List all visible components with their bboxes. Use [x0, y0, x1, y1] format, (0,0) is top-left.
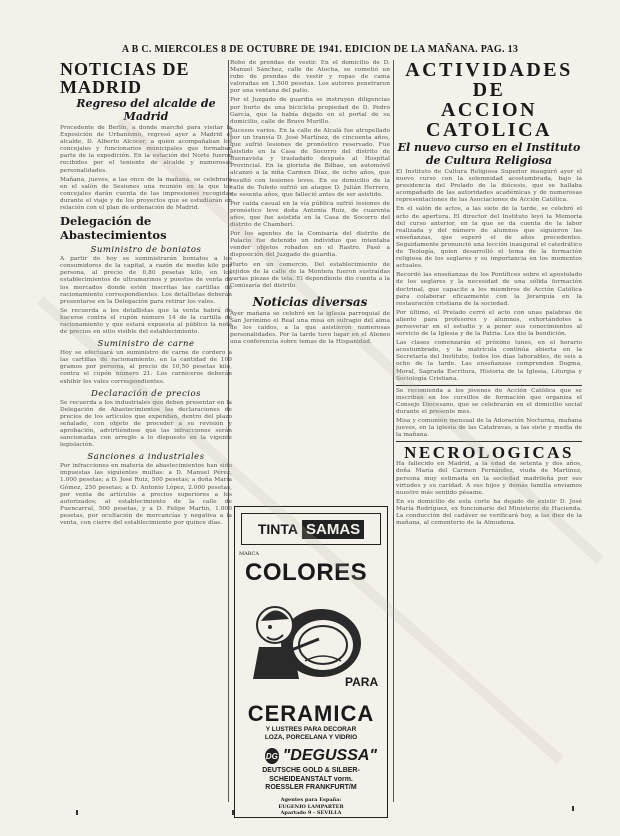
article-paragraph: Ayer mañana se celebró en la iglesia parroquial de San Jerónimo el Real una misa en sufragio del alma de los caídos, a la que asistieron numerosas personalidades. Por la tarde tuvo lugar en el Ateneo una conferencia sobre temas de la Hispanidad.: [230, 310, 390, 346]
article-paragraph: Por infracciones en materia de abastecimientos han sido impuestas las siguientes multas: a D. Manuel Pérez, 1.000 pesetas; a D. José Ruiz, 500 pesetas; a doña María Gómez, 250 pesetas; a D. Antonio López, 2.000 pesetas, por venta de artículos a precios superiores a los autorizados; al establecimiento de la calle de Fuencarral, 500 pesetas, y a D. Felipe Martín, 1.000 pesetas, por ocultación de mercancías y negativa a la venta, con cierre del establecimiento por quince días.: [60, 463, 232, 527]
section-title-accion-catolica: ACCION CATOLICA: [426, 99, 552, 141]
page-mark: [232, 810, 234, 815]
article-paragraph: Por caída casual en la vía pública sufrió lesiones de pronóstico leve doña Antonia Ruiz, de cuarenta años, que fue asistida en la Casa de Socorro del distrito de Chamberí.: [230, 200, 390, 229]
page-mark: [572, 806, 574, 811]
article-paragraph: Ha fallecido en Madrid, a la edad de setenta y dos años, doña María del Carmen Fernández, viuda de Martínez, persona muy estimada en la sociedad madrileña por sus virtudes y su caridad. A sus hijos y demás familia enviamos nuestro más sentido pésame.: [396, 461, 582, 496]
page-mark: [76, 810, 78, 815]
article-paragraph: Por último, el Prelado cerró el acto con unas palabras de aliento para profesores y alumnos, exhortándoles a perseverar en el estudio y a poner sus conocimientos al servicio de la Iglesia y de la Patria. Les dio la bendición.: [396, 309, 582, 338]
article-paragraph: Mañana, jueves, a las once de la mañana, se celebrará en el salón de Sesiones una reunión en la que los concejales darán cuenta de las impresiones recogidas durante el viaje y de los proyectos que se estudiarán en relación con el plan de ordenación de Madrid.: [60, 176, 232, 212]
ad-agents-line: Apartado 9 - SEVILLA: [280, 810, 342, 816]
section-title-necrologicas: NECROLOGICAS: [404, 443, 574, 463]
ad-company-line: SCHEIDEANSTALT vorm.: [269, 775, 353, 783]
article-paragraph: Por los agentes de la Comisaría del distrito de Palacio fue detenido un individuo que intentaba vender objetos robados en el Rastro. Pasó a disposición del Juzgado de guardia.: [230, 231, 390, 259]
article-paragraph: Se recuerda a los detallistas que la venta habrá de hacerse contra el cupón número 14 de la cartilla de racionamiento y que estará expuesta al público la nota de precios en sitio visible del establecimiento.: [60, 307, 232, 336]
article-paragraph: Las clases comenzarán el próximo lunes, en el horario acostumbrado, y la matrícula continúa abierta en la Secretaría del Instituto, todos los días laborables, de seis a ocho de la tarde. Las enseñanzas comprenden Dogma, Moral, Sagrada Escritura, Historia de la Iglesia, Liturgia y Sociología Cristiana.: [396, 340, 582, 382]
ad-para-label: PARA: [345, 675, 379, 689]
article-subhead: Suministro de boniatos: [90, 245, 202, 256]
article-subtitle: Regreso del alcalde de Madrid: [76, 97, 216, 123]
article-subtitle: El nuevo curso en el Instituto de Cultura Religiosa: [397, 141, 581, 167]
article-paragraph: Se recuerda a los industriales que deben presentar en la Delegación de Abastecimientos las declaraciones de precios de los artículos que expendan, dentro del plazo señalado, con objeto de proceder a su revisión y aprobación, advirtiéndose que las infracciones serán sancionadas con arreglo a lo dispuesto en la vigente legislación.: [60, 399, 232, 449]
article-paragraph: En su domicilio de esta corte ha dejado de existir D. José María Rodríguez, ex funcionario del Ministerio de Hacienda. La conducción del cadáver se verificará hoy, a las diez de la mañana, al cementerio de la Almudena.: [396, 498, 582, 527]
ad-lozas-line: Y LUSTRES PARA DECORAR: [265, 726, 357, 733]
article-paragraph: A partir de hoy se suministrarán boniatos a los consumidores de la capital, a razón de medio kilo por persona, al precio de 0,80 pesetas kilo, en los establecimientos de ultramarinos y puestos de venta de los mercados donde estén inscritas las cartillas de racionamiento correspondientes. Los detallistas deberán presentarse en la Delegación para retirar los vales.: [60, 256, 232, 305]
ad-lozas-line: LOZA, PORCELANA Y VIDRIO: [264, 734, 358, 741]
page-header: A B C. MIERCOLES 8 DE OCTUBRE DE 1941. EDICION DE LA MAÑANA. PAG. 13: [121, 44, 519, 55]
degussa-logo-icon: DG: [265, 748, 279, 764]
article-paragraph: Sucesos varios. En la calle de Alcalá fue atropellado por un tranvía D. José Martínez, de cincuenta años, que sufrió lesiones de pronóstico reservado. Fue asistido en la Casa de Socorro del distrito de Buenavista y trasladado después al Hospital Provincial. En la glorieta de Bilbao, un automóvil alcanzó a la niña Carmen Díaz, de ocho años, que resultó con lesiones leves. En su domicilio de la calle de Toledo sufrió un ataque D. Julián Herrero, de sesenta años, que falleció antes de ser asistido.: [230, 127, 390, 198]
ad-agents-line: Agentes para España:: [280, 797, 342, 803]
section-title-actividades: ACTIVIDADES DE: [405, 60, 573, 101]
article-paragraph: Hurto en un comercio. Del establecimiento de tejidos de la calle de la Montera fueron sustraídas varias piezas de tela. El dependiente dio cuenta a la Comisaría del distrito.: [230, 261, 390, 289]
ad-company-line: DEUTSCHE GOLD & SILBER-: [262, 767, 360, 774]
article-subhead: Declaración de precios: [91, 388, 201, 399]
article-paragraph: Procedente de Berlín, a donde marchó para visitar la Exposición de Urbanismo, regresó ayer a Madrid el alcalde, D. Alberto Alcocer, a quien acompañaban los concejales y funcionarios municipales que formaban parte de la expedición. En la estación del Norte fueron recibidos por el teniente de alcalde y numerosas personalidades.: [60, 125, 232, 174]
article-paragraph: En el salón de actos, a las siete de la tarde, se celebró el acto de apertura. El director del Instituto leyó la Memoria del curso anterior, en la que se da cuenta de la labor realizada y del número de alumnos que siguieron las enseñanzas, que superó el de años precedentes. Seguidamente pronunció una lección inaugural el catedrático de Teología, quien desarrolló el tema de la formación religiosa de los seglares y su importancia en los momentos actuales.: [396, 206, 582, 270]
article-subhead: Suministro de carne: [97, 339, 195, 350]
ad-marca-label: MARCA: [239, 551, 259, 557]
article-subhead: Sanciones a industriales: [87, 452, 205, 463]
ad-colores-heading: COLORES: [245, 559, 368, 586]
section-title-noticias-diversas: Noticias diversas: [252, 294, 368, 309]
ad-degussa-label: "DEGUSSA": [282, 747, 377, 764]
article-paragraph: Por el Juzgado de guardia se instruyen diligencias por hurto de una bicicleta propiedad de D. Pedro García, que la había dejado en el portal de su domicilio, calle de Bravo Murillo.: [230, 97, 390, 125]
ad-agents-line: EUGENIO LAMPARTER: [278, 803, 344, 810]
ad-ceramica-heading: CERAMICA: [247, 701, 375, 726]
ad-company-line: ROESSLER FRANKFURT/M: [265, 784, 357, 791]
article-paragraph: Robo de prendas de vestir. En el domicilio de D. Manuel Sánchez, calle de Atocha, se cometió un robo de prendas de vestir y ropas de cama valoradas en 1.500 pesetas. Los autores penetraron por una ventana del patio.: [230, 60, 390, 95]
article-paragraph: Misa y comunión mensual de la Adoración Nocturna, mañana jueves, en la iglesia de las Calatravas, a las siete y media de la mañana.: [396, 418, 582, 439]
article-paragraph: El Instituto de Cultura Religiosa Superior inauguró ayer el nuevo curso con la solemnidad acostumbrada, bajo la presidencia del Prelado de la diócesis, que se hallaba acompañado de las autoridades académicas y de numerosas representaciones de las Asociaciones de Acción Católica.: [396, 169, 582, 204]
ad-tinta-label: TINTA: [257, 521, 298, 537]
article-paragraph: Hoy se efectuará un suministro de carne de cordero a las cartillas de racionamiento, en la cantidad de 100 gramos por persona, al precio de 10,50 pesetas kilo, contra el cupón número 21. Los carniceros deberán exhibir los vales correspondientes.: [60, 350, 232, 385]
article-paragraph: Recordó las enseñanzas de los Pontífices sobre el apostolado de los seglares y la necesidad de una sólida formación doctrinal, que capacite a los miembros de Acción Católica para colaborar eficazmente con la Jerarquía en la restauración cristiana de la sociedad.: [396, 272, 582, 307]
article-paragraph: Se recomienda a los jóvenes de Acción Católica que se inscriban en los cursillos de formación que organiza el Consejo Diocesano, que se celebrarán en el domicilio social durante el presente mes.: [396, 387, 582, 415]
ad-brand-label: SAMAS: [302, 520, 364, 539]
section-title-abastecimientos: Delegación de Abastecimientos: [60, 214, 167, 243]
section-title-madrid: NOTICIAS DE MADRID: [60, 60, 190, 97]
